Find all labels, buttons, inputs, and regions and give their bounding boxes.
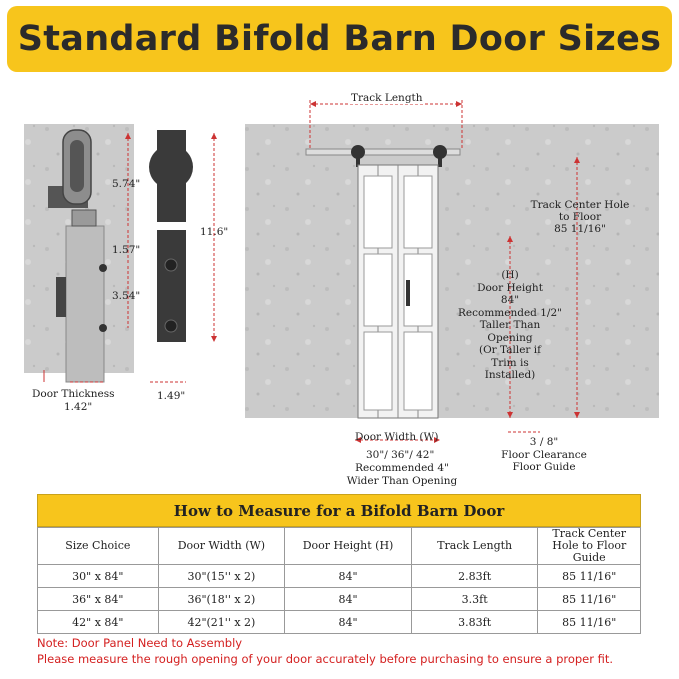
recommended-line: Wider Than Opening (346, 474, 458, 487)
track-center-label (520, 199, 640, 235)
height-line: 84" (500, 294, 520, 306)
header-cell: Size Choice (38, 528, 159, 565)
height-line: Taller Than (479, 319, 541, 331)
clearance-line: Floor Clearance (501, 448, 587, 461)
track-center-line2: to Floor (558, 211, 602, 223)
table-header-row (38, 528, 641, 565)
track-center-line1: Track Center Hole (530, 199, 630, 211)
height-line: (Or Taller if (478, 344, 542, 356)
dim-mid-label: 1.57" (112, 244, 141, 256)
dim-top-label: 5.74" (112, 178, 141, 190)
note-measure: Please measure the rough opening of your door accurately before purchasing to ensure a proper fit. (37, 652, 614, 666)
strap-width-value: 1.49" (157, 390, 186, 402)
table-cell: 42"(21'' x 2) (158, 611, 285, 634)
table-cell: 3.3ft (411, 588, 538, 611)
table-cell: 30" x 84" (38, 565, 159, 588)
clearance-value: 3 / 8" (529, 436, 559, 448)
thickness-value: 1.42" (64, 401, 93, 413)
floor-clearance-label (496, 436, 592, 474)
table-cell: 84" (285, 565, 412, 588)
height-line: Trim is (491, 356, 529, 369)
note-assembly: Note: Door Panel Need to Assembly (37, 636, 243, 650)
table-row (38, 588, 641, 611)
table-cell: 42" x 84" (38, 611, 159, 634)
header-cell: Track Center Hole to Floor Guide (538, 528, 641, 565)
header-cell: Track Length (411, 528, 538, 565)
table-cell: 30"(15'' x 2) (158, 565, 285, 588)
height-line: Installed) (484, 369, 536, 381)
thickness-label: Door Thickness (32, 388, 115, 400)
table-cell: 84" (285, 588, 412, 611)
table-cell: 85 11/16" (538, 565, 641, 588)
width-options: 30"/ 36"/ 42" (366, 449, 435, 461)
clearance-line: Floor Guide (512, 461, 576, 473)
header-cell: Door Height (H) (285, 528, 412, 565)
track-center-value: 85 11/16" (554, 223, 606, 235)
hanger-front-view (149, 130, 193, 342)
table-cell: 2.83ft (411, 565, 538, 588)
table-cell: 3.83ft (411, 611, 538, 634)
dim-total-label: 11.6" (200, 226, 229, 238)
door-height-label (450, 269, 570, 382)
door-width-label: Door Width (W) (355, 431, 439, 443)
height-line: Recommended 1/2" (458, 306, 562, 319)
table-cell: 85 11/16" (538, 611, 641, 634)
table-cell: 36" x 84" (38, 588, 159, 611)
table-row (38, 611, 641, 634)
page-title: Standard Bifold Barn Door Sizes (17, 19, 662, 59)
measure-table (37, 494, 641, 634)
table-cell: 85 11/16" (538, 588, 641, 611)
recommended-width-label (340, 462, 464, 487)
recommended-line: Recommended 4" (355, 462, 449, 474)
table-row (38, 565, 641, 588)
header-cell: Door Width (W) (158, 528, 285, 565)
table-title: How to Measure for a Bifold Barn Door (37, 494, 641, 527)
dim-low-label: 3.54" (112, 290, 141, 302)
height-line: (H) (501, 269, 519, 281)
height-line: Door Height (477, 281, 543, 294)
table-cell: 84" (285, 611, 412, 634)
track-length-label: Track Length (351, 92, 423, 104)
table-cell: 36"(18'' x 2) (158, 588, 285, 611)
height-line: Opening (487, 331, 533, 344)
